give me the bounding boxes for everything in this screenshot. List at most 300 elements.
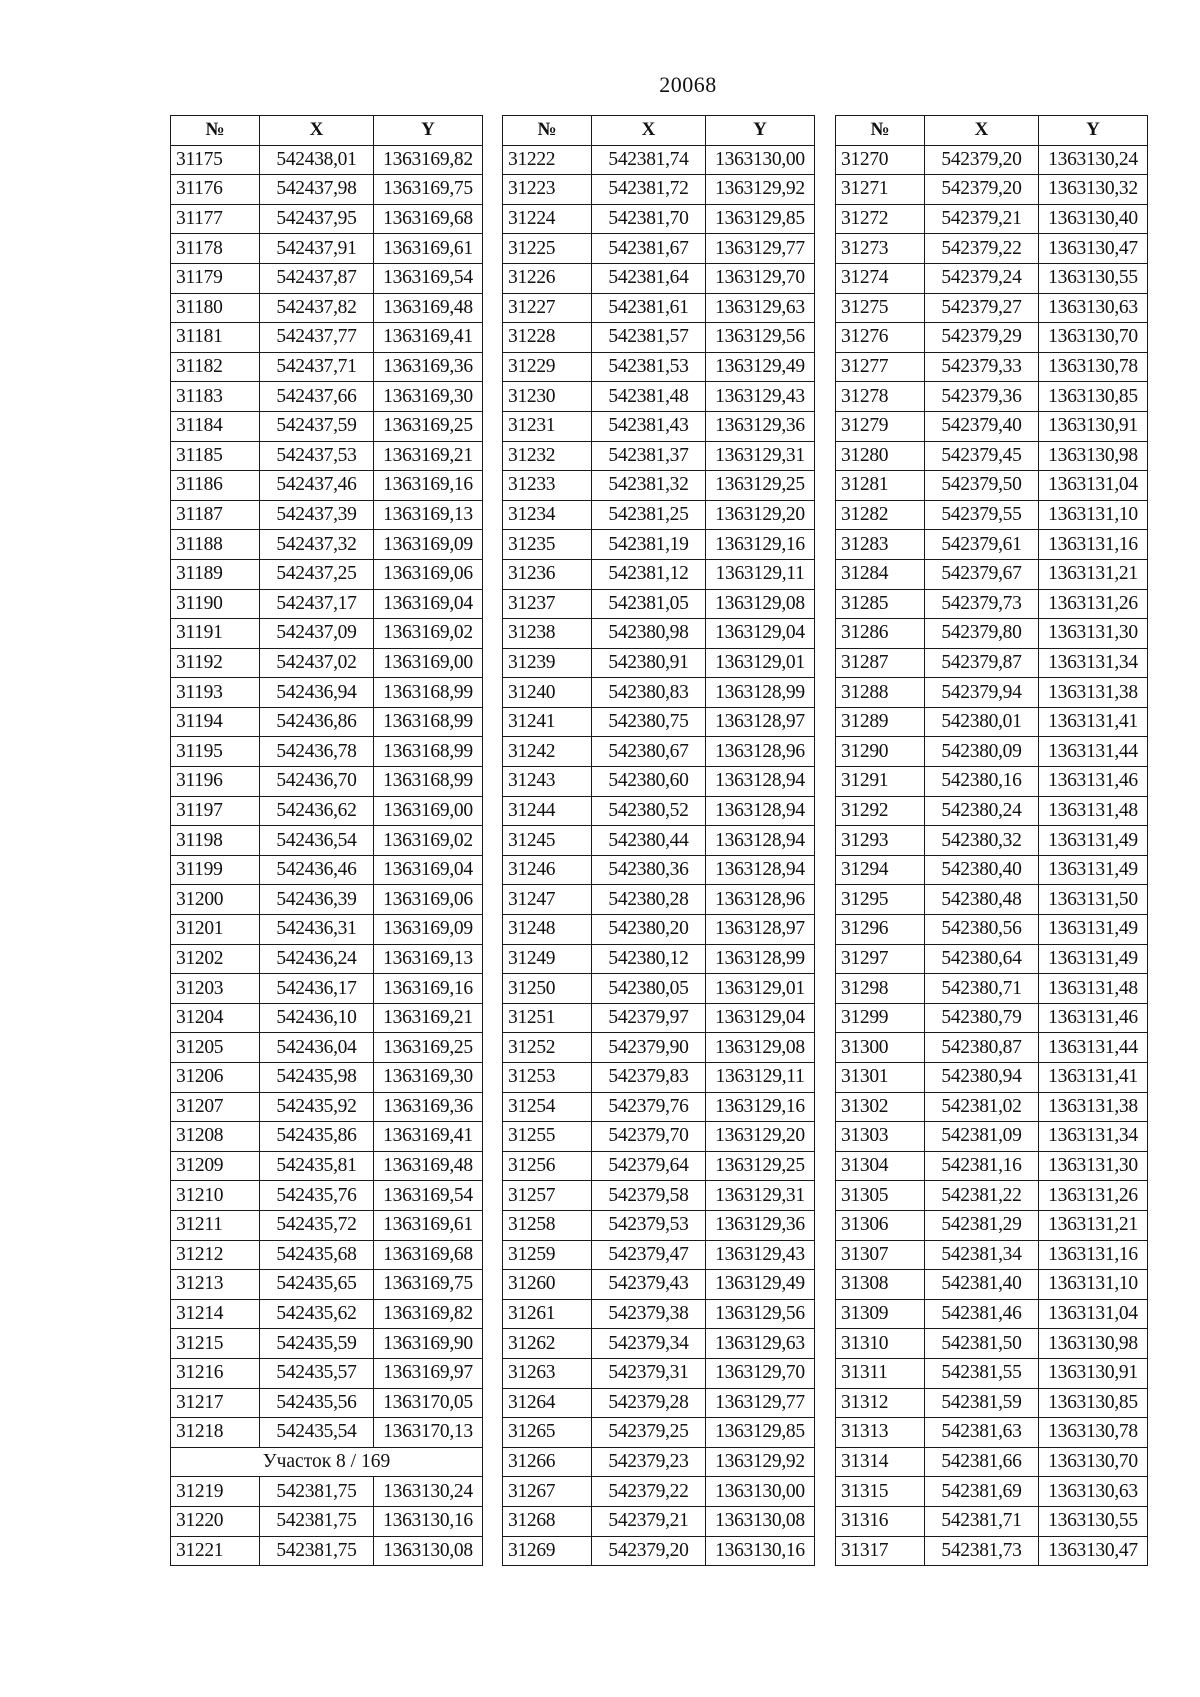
y-coordinate-cell: 1363131,21 — [1039, 1210, 1148, 1240]
y-coordinate-cell: 1363130,78 — [1039, 1418, 1148, 1448]
table-row — [836, 915, 1148, 945]
y-coordinate-cell: 1363129,85 — [706, 1418, 815, 1448]
point-number-cell: 31224 — [503, 204, 592, 234]
y-coordinate-cell: 1363129,16 — [706, 1092, 815, 1122]
y-coordinate-cell: 1363131,48 — [1039, 974, 1148, 1004]
x-coordinate-cell: 542437,87 — [260, 263, 374, 293]
x-coordinate-cell: 542435,68 — [260, 1240, 374, 1270]
x-coordinate-cell: 542437,98 — [260, 175, 374, 205]
table-row — [171, 1536, 483, 1566]
table-row — [836, 767, 1148, 797]
y-coordinate-cell: 1363130,40 — [1039, 204, 1148, 234]
table-row — [503, 1003, 815, 1033]
point-number-cell: 31247 — [503, 885, 592, 915]
x-coordinate-cell: 542435,76 — [260, 1181, 374, 1211]
table-row — [171, 885, 483, 915]
table-row — [836, 855, 1148, 885]
x-coordinate-cell: 542380,67 — [592, 737, 706, 767]
y-coordinate-cell: 1363169,21 — [374, 441, 483, 471]
x-coordinate-cell: 542379,90 — [592, 1033, 706, 1063]
point-number-cell: 31285 — [836, 589, 925, 619]
x-coordinate-cell: 542381,05 — [592, 589, 706, 619]
y-coordinate-cell: 1363169,02 — [374, 826, 483, 856]
table-row — [171, 382, 483, 412]
y-coordinate-cell: 1363169,09 — [374, 530, 483, 560]
y-coordinate-cell: 1363128,99 — [706, 678, 815, 708]
point-number-cell: 31281 — [836, 471, 925, 501]
table-row — [503, 382, 815, 412]
x-coordinate-cell: 542379,83 — [592, 1063, 706, 1093]
x-coordinate-cell: 542379,29 — [925, 323, 1039, 353]
y-coordinate-cell: 1363169,82 — [374, 145, 483, 175]
x-coordinate-cell: 542381,67 — [592, 234, 706, 264]
y-coordinate-cell: 1363129,49 — [706, 352, 815, 382]
table-row — [503, 1181, 815, 1211]
y-coordinate-cell: 1363169,54 — [374, 263, 483, 293]
point-number-cell: 31294 — [836, 855, 925, 885]
x-coordinate-cell: 542379,97 — [592, 1003, 706, 1033]
y-coordinate-cell: 1363131,46 — [1039, 1003, 1148, 1033]
point-number-cell: 31197 — [171, 796, 260, 826]
point-number-cell: 31178 — [171, 234, 260, 264]
y-coordinate-cell: 1363129,04 — [706, 1003, 815, 1033]
table-row — [836, 352, 1148, 382]
x-coordinate-cell: 542437,09 — [260, 619, 374, 649]
y-coordinate-cell: 1363131,30 — [1039, 1151, 1148, 1181]
x-coordinate-cell: 542436,62 — [260, 796, 374, 826]
x-coordinate-cell: 542435,54 — [260, 1418, 374, 1448]
y-coordinate-cell: 1363128,96 — [706, 737, 815, 767]
y-coordinate-cell: 1363129,25 — [706, 471, 815, 501]
y-coordinate-cell: 1363131,04 — [1039, 471, 1148, 501]
x-coordinate-cell: 542381,63 — [925, 1418, 1039, 1448]
point-number-cell: 31193 — [171, 678, 260, 708]
point-number-cell: 31217 — [171, 1388, 260, 1418]
point-number-cell: 31298 — [836, 974, 925, 1004]
y-coordinate-cell: 1363129,04 — [706, 619, 815, 649]
x-coordinate-cell: 542381,71 — [925, 1506, 1039, 1536]
point-number-cell: 31183 — [171, 382, 260, 412]
y-coordinate-cell: 1363169,30 — [374, 1063, 483, 1093]
x-coordinate-cell: 542435,72 — [260, 1210, 374, 1240]
table-row — [836, 1033, 1148, 1063]
point-number-cell: 31258 — [503, 1210, 592, 1240]
x-coordinate-cell: 542380,44 — [592, 826, 706, 856]
y-coordinate-cell: 1363130,85 — [1039, 382, 1148, 412]
y-coordinate-cell: 1363170,05 — [374, 1388, 483, 1418]
y-coordinate-cell: 1363131,16 — [1039, 1240, 1148, 1270]
point-number-cell: 31221 — [171, 1536, 260, 1566]
x-coordinate-cell: 542436,17 — [260, 974, 374, 1004]
x-coordinate-cell: 542379,21 — [925, 204, 1039, 234]
y-coordinate-cell: 1363129,70 — [706, 263, 815, 293]
x-coordinate-cell: 542379,31 — [592, 1358, 706, 1388]
x-coordinate-cell: 542379,25 — [592, 1418, 706, 1448]
x-coordinate-cell: 542436,46 — [260, 855, 374, 885]
point-number-cell: 31275 — [836, 293, 925, 323]
point-number-cell: 31201 — [171, 915, 260, 945]
point-number-cell: 31191 — [171, 619, 260, 649]
y-coordinate-cell: 1363169,36 — [374, 1092, 483, 1122]
table-row — [836, 145, 1148, 175]
x-coordinate-cell: 542381,55 — [925, 1358, 1039, 1388]
point-number-cell: 31177 — [171, 204, 260, 234]
y-coordinate-cell: 1363131,26 — [1039, 589, 1148, 619]
table-row — [171, 1210, 483, 1240]
point-number-cell: 31176 — [171, 175, 260, 205]
x-coordinate-cell: 542379,64 — [592, 1151, 706, 1181]
x-coordinate-cell: 542380,98 — [592, 619, 706, 649]
table-row — [171, 352, 483, 382]
x-coordinate-cell: 542379,43 — [592, 1270, 706, 1300]
x-coordinate-cell: 542435,62 — [260, 1299, 374, 1329]
point-number-cell: 31245 — [503, 826, 592, 856]
coordinates-table-3 — [835, 115, 1148, 1566]
table-row — [171, 796, 483, 826]
x-coordinate-cell: 542379,61 — [925, 530, 1039, 560]
x-coordinate-cell: 542380,52 — [592, 796, 706, 826]
x-coordinate-cell: 542380,20 — [592, 915, 706, 945]
y-coordinate-cell: 1363169,06 — [374, 559, 483, 589]
header-number: № — [836, 116, 925, 146]
point-number-cell: 31295 — [836, 885, 925, 915]
y-coordinate-cell: 1363131,49 — [1039, 855, 1148, 885]
y-coordinate-cell: 1363168,99 — [374, 737, 483, 767]
x-coordinate-cell: 542380,09 — [925, 737, 1039, 767]
point-number-cell: 31202 — [171, 944, 260, 974]
x-coordinate-cell: 542436,31 — [260, 915, 374, 945]
table-row — [836, 1329, 1148, 1359]
point-number-cell: 31218 — [171, 1418, 260, 1448]
point-number-cell: 31236 — [503, 559, 592, 589]
point-number-cell: 31219 — [171, 1477, 260, 1507]
y-coordinate-cell: 1363169,68 — [374, 204, 483, 234]
point-number-cell: 31190 — [171, 589, 260, 619]
table-row — [503, 441, 815, 471]
y-coordinate-cell: 1363130,91 — [1039, 411, 1148, 441]
table-row — [503, 1388, 815, 1418]
y-coordinate-cell: 1363131,48 — [1039, 796, 1148, 826]
y-coordinate-cell: 1363131,26 — [1039, 1181, 1148, 1211]
point-number-cell: 31269 — [503, 1536, 592, 1566]
table-row — [503, 707, 815, 737]
table-row — [836, 1003, 1148, 1033]
point-number-cell: 31250 — [503, 974, 592, 1004]
header-x: X — [925, 116, 1039, 146]
table-row — [503, 352, 815, 382]
point-number-cell: 31317 — [836, 1536, 925, 1566]
point-number-cell: 31308 — [836, 1270, 925, 1300]
point-number-cell: 31232 — [503, 441, 592, 471]
x-coordinate-cell: 542380,24 — [925, 796, 1039, 826]
x-coordinate-cell: 542379,50 — [925, 471, 1039, 501]
point-number-cell: 31231 — [503, 411, 592, 441]
point-number-cell: 31277 — [836, 352, 925, 382]
table-row — [503, 1063, 815, 1093]
table-row — [171, 944, 483, 974]
table-row — [503, 1151, 815, 1181]
point-number-cell: 31273 — [836, 234, 925, 264]
x-coordinate-cell: 542381,37 — [592, 441, 706, 471]
y-coordinate-cell: 1363130,98 — [1039, 441, 1148, 471]
point-number-cell: 31288 — [836, 678, 925, 708]
point-number-cell: 31296 — [836, 915, 925, 945]
y-coordinate-cell: 1363129,43 — [706, 1240, 815, 1270]
point-number-cell: 31175 — [171, 145, 260, 175]
x-coordinate-cell: 542379,47 — [592, 1240, 706, 1270]
table-row — [171, 619, 483, 649]
point-number-cell: 31314 — [836, 1447, 925, 1477]
y-coordinate-cell: 1363131,16 — [1039, 530, 1148, 560]
y-coordinate-cell: 1363131,21 — [1039, 559, 1148, 589]
y-coordinate-cell: 1363131,50 — [1039, 885, 1148, 915]
point-number-cell: 31195 — [171, 737, 260, 767]
y-coordinate-cell: 1363169,21 — [374, 1003, 483, 1033]
header-row — [171, 116, 483, 146]
table-row — [503, 1418, 815, 1448]
point-number-cell: 31262 — [503, 1329, 592, 1359]
table-row — [171, 1506, 483, 1536]
table-row — [836, 559, 1148, 589]
table-row — [836, 1210, 1148, 1240]
header-number: № — [503, 116, 592, 146]
y-coordinate-cell: 1363169,97 — [374, 1358, 483, 1388]
x-coordinate-cell: 542379,94 — [925, 678, 1039, 708]
point-number-cell: 31312 — [836, 1388, 925, 1418]
x-coordinate-cell: 542381,40 — [925, 1270, 1039, 1300]
x-coordinate-cell: 542381,48 — [592, 382, 706, 412]
table-row — [171, 678, 483, 708]
table-row — [171, 1122, 483, 1152]
x-coordinate-cell: 542380,56 — [925, 915, 1039, 945]
point-number-cell: 31204 — [171, 1003, 260, 1033]
table-row — [171, 1388, 483, 1418]
table-row — [171, 323, 483, 353]
coordinates-table-2 — [502, 115, 815, 1566]
y-coordinate-cell: 1363129,20 — [706, 500, 815, 530]
x-coordinate-cell: 542436,24 — [260, 944, 374, 974]
point-number-cell: 31209 — [171, 1151, 260, 1181]
table-row — [503, 1033, 815, 1063]
x-coordinate-cell: 542435,92 — [260, 1092, 374, 1122]
table-row — [503, 1092, 815, 1122]
x-coordinate-cell: 542379,24 — [925, 263, 1039, 293]
x-coordinate-cell: 542437,39 — [260, 500, 374, 530]
x-coordinate-cell: 542437,59 — [260, 411, 374, 441]
y-coordinate-cell: 1363129,08 — [706, 589, 815, 619]
y-coordinate-cell: 1363129,16 — [706, 530, 815, 560]
y-coordinate-cell: 1363129,92 — [706, 175, 815, 205]
table-row — [836, 411, 1148, 441]
y-coordinate-cell: 1363169,02 — [374, 619, 483, 649]
table-row — [171, 1151, 483, 1181]
table-row — [503, 1536, 815, 1566]
y-coordinate-cell: 1363168,99 — [374, 767, 483, 797]
x-coordinate-cell: 542436,94 — [260, 678, 374, 708]
y-coordinate-cell: 1363129,31 — [706, 441, 815, 471]
y-coordinate-cell: 1363130,85 — [1039, 1388, 1148, 1418]
y-coordinate-cell: 1363131,10 — [1039, 1270, 1148, 1300]
table-row — [503, 767, 815, 797]
table-row — [836, 323, 1148, 353]
y-coordinate-cell: 1363130,16 — [706, 1536, 815, 1566]
y-coordinate-cell: 1363130,98 — [1039, 1329, 1148, 1359]
x-coordinate-cell: 542380,36 — [592, 855, 706, 885]
y-coordinate-cell: 1363131,49 — [1039, 826, 1148, 856]
point-number-cell: 31283 — [836, 530, 925, 560]
y-coordinate-cell: 1363128,94 — [706, 855, 815, 885]
point-number-cell: 31309 — [836, 1299, 925, 1329]
y-coordinate-cell: 1363130,24 — [374, 1477, 483, 1507]
table-row — [836, 204, 1148, 234]
table-row — [503, 737, 815, 767]
point-number-cell: 31259 — [503, 1240, 592, 1270]
y-coordinate-cell: 1363130,32 — [1039, 175, 1148, 205]
y-coordinate-cell: 1363128,96 — [706, 885, 815, 915]
point-number-cell: 31239 — [503, 648, 592, 678]
point-number-cell: 31299 — [836, 1003, 925, 1033]
point-number-cell: 31302 — [836, 1092, 925, 1122]
y-coordinate-cell: 1363169,06 — [374, 885, 483, 915]
x-coordinate-cell: 542379,28 — [592, 1388, 706, 1418]
y-coordinate-cell: 1363130,91 — [1039, 1358, 1148, 1388]
point-number-cell: 31189 — [171, 559, 260, 589]
table-row — [836, 589, 1148, 619]
table-row — [836, 471, 1148, 501]
point-number-cell: 31304 — [836, 1151, 925, 1181]
header-number: № — [171, 116, 260, 146]
table-row — [503, 1240, 815, 1270]
x-coordinate-cell: 542380,40 — [925, 855, 1039, 885]
table-row — [503, 1299, 815, 1329]
y-coordinate-cell: 1363170,13 — [374, 1418, 483, 1448]
y-coordinate-cell: 1363131,46 — [1039, 767, 1148, 797]
section-label: Участок 8 / 169 — [171, 1447, 483, 1477]
table-row — [836, 707, 1148, 737]
point-number-cell: 31306 — [836, 1210, 925, 1240]
point-number-cell: 31181 — [171, 323, 260, 353]
table-row — [171, 648, 483, 678]
x-coordinate-cell: 542381,75 — [260, 1506, 374, 1536]
x-coordinate-cell: 542381,72 — [592, 175, 706, 205]
table-row — [836, 530, 1148, 560]
x-coordinate-cell: 542379,76 — [592, 1092, 706, 1122]
x-coordinate-cell: 542435,56 — [260, 1388, 374, 1418]
x-coordinate-cell: 542380,05 — [592, 974, 706, 1004]
point-number-cell: 31241 — [503, 707, 592, 737]
table-row — [836, 1388, 1148, 1418]
point-number-cell: 31235 — [503, 530, 592, 560]
table-row — [503, 1477, 815, 1507]
x-coordinate-cell: 542379,87 — [925, 648, 1039, 678]
y-coordinate-cell: 1363128,99 — [706, 944, 815, 974]
y-coordinate-cell: 1363130,63 — [1039, 1477, 1148, 1507]
point-number-cell: 31276 — [836, 323, 925, 353]
x-coordinate-cell: 542379,58 — [592, 1181, 706, 1211]
table-row — [171, 1092, 483, 1122]
point-number-cell: 31240 — [503, 678, 592, 708]
y-coordinate-cell: 1363129,01 — [706, 648, 815, 678]
x-coordinate-cell: 542379,22 — [592, 1477, 706, 1507]
y-coordinate-cell: 1363130,08 — [374, 1536, 483, 1566]
x-coordinate-cell: 542379,27 — [925, 293, 1039, 323]
y-coordinate-cell: 1363169,54 — [374, 1181, 483, 1211]
x-coordinate-cell: 542381,46 — [925, 1299, 1039, 1329]
y-coordinate-cell: 1363129,56 — [706, 323, 815, 353]
x-coordinate-cell: 542437,77 — [260, 323, 374, 353]
point-number-cell: 31264 — [503, 1388, 592, 1418]
y-coordinate-cell: 1363131,49 — [1039, 915, 1148, 945]
point-number-cell: 31179 — [171, 263, 260, 293]
x-coordinate-cell: 542380,75 — [592, 707, 706, 737]
point-number-cell: 31196 — [171, 767, 260, 797]
y-coordinate-cell: 1363129,49 — [706, 1270, 815, 1300]
point-number-cell: 31315 — [836, 1477, 925, 1507]
x-coordinate-cell: 542380,91 — [592, 648, 706, 678]
y-coordinate-cell: 1363131,41 — [1039, 1063, 1148, 1093]
x-coordinate-cell: 542381,29 — [925, 1210, 1039, 1240]
x-coordinate-cell: 542379,53 — [592, 1210, 706, 1240]
y-coordinate-cell: 1363169,36 — [374, 352, 483, 382]
point-number-cell: 31212 — [171, 1240, 260, 1270]
point-number-cell: 31307 — [836, 1240, 925, 1270]
table-row — [503, 1506, 815, 1536]
point-number-cell: 31205 — [171, 1033, 260, 1063]
x-coordinate-cell: 542381,59 — [925, 1388, 1039, 1418]
table-row — [836, 1092, 1148, 1122]
x-coordinate-cell: 542381,70 — [592, 204, 706, 234]
table-row — [503, 234, 815, 264]
y-coordinate-cell: 1363169,41 — [374, 1122, 483, 1152]
y-coordinate-cell: 1363130,08 — [706, 1506, 815, 1536]
y-coordinate-cell: 1363169,09 — [374, 915, 483, 945]
x-coordinate-cell: 542381,74 — [592, 145, 706, 175]
y-coordinate-cell: 1363130,55 — [1039, 1506, 1148, 1536]
x-coordinate-cell: 542380,87 — [925, 1033, 1039, 1063]
table-row — [503, 1358, 815, 1388]
point-number-cell: 31293 — [836, 826, 925, 856]
x-coordinate-cell: 542380,32 — [925, 826, 1039, 856]
point-number-cell: 31278 — [836, 382, 925, 412]
y-coordinate-cell: 1363130,78 — [1039, 352, 1148, 382]
table-row — [503, 411, 815, 441]
table-row — [836, 1536, 1148, 1566]
x-coordinate-cell: 542381,73 — [925, 1536, 1039, 1566]
y-coordinate-cell: 1363169,61 — [374, 1210, 483, 1240]
y-coordinate-cell: 1363169,90 — [374, 1329, 483, 1359]
x-coordinate-cell: 542379,21 — [592, 1506, 706, 1536]
x-coordinate-cell: 542437,82 — [260, 293, 374, 323]
header-y: Y — [1039, 116, 1148, 146]
point-number-cell: 31216 — [171, 1358, 260, 1388]
x-coordinate-cell: 542380,48 — [925, 885, 1039, 915]
coordinates-table-1 — [170, 115, 483, 1566]
y-coordinate-cell: 1363169,00 — [374, 796, 483, 826]
point-number-cell: 31280 — [836, 441, 925, 471]
table-row — [836, 885, 1148, 915]
point-number-cell: 31301 — [836, 1063, 925, 1093]
table-row — [503, 500, 815, 530]
y-coordinate-cell: 1363130,16 — [374, 1506, 483, 1536]
section-row — [171, 1447, 483, 1477]
table-row — [503, 974, 815, 1004]
point-number-cell: 31249 — [503, 944, 592, 974]
point-number-cell: 31268 — [503, 1506, 592, 1536]
y-coordinate-cell: 1363130,70 — [1039, 323, 1148, 353]
y-coordinate-cell: 1363128,94 — [706, 826, 815, 856]
point-number-cell: 31252 — [503, 1033, 592, 1063]
point-number-cell: 31225 — [503, 234, 592, 264]
